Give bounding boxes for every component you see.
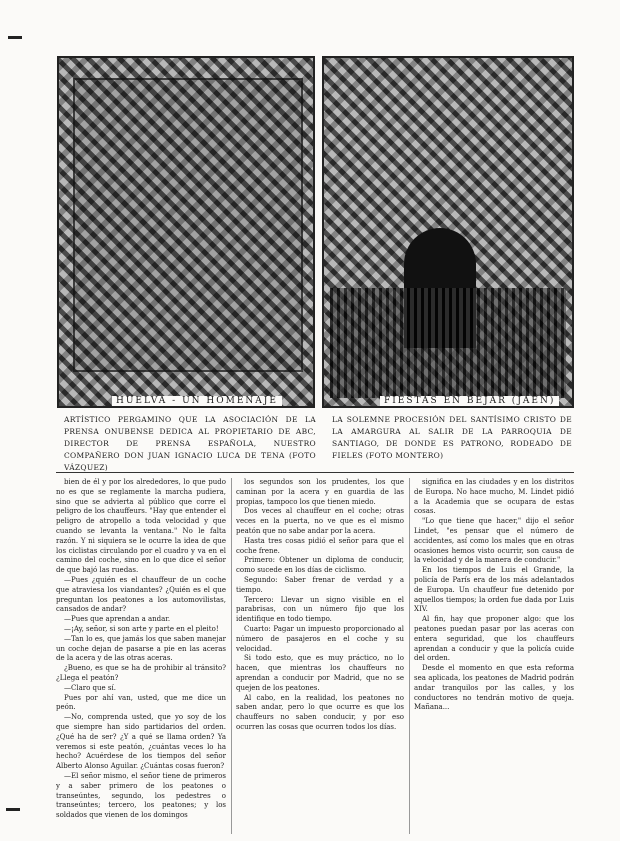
paragraph: —No, comprenda usted, que yo soy de los que siempre han sido partidarios del orden. ¿Qué ha de ser? ¿Y a qué se llama orden? Ya veremos si este peatón, ¿cuántas veces lo ha hecho? Acuérdese de los tiempos del señor Alberto Alonso Aguilar. ¿Cuántas cosas fueron? (56, 713, 226, 771)
paragraph: Desde el momento en que esta reforma sea aplicada, los peatones de Madrid podrán andar tranquilos por las calles, y los conductores no tendrán motivo de queja. Mañana... (414, 664, 574, 712)
photo-homenaje (57, 56, 315, 408)
paragraph: Hasta tres cosas pidió el señor para que el coche frene. (236, 536, 404, 555)
paragraph: Cuarto: Pagar un impuesto proporcionado al número de pasajeros en el coche y su velocidad. (236, 624, 404, 653)
paragraph: Dos veces al chauffeur en el coche; otras veces en la puerta, no ve que es el mismo peatón que no sabe andar por la acera. (236, 507, 404, 535)
paragraph: Tercero: Llevar un signo visible en el parabrisas, con un número fijo que los identifique en todo tiempo. (236, 595, 404, 624)
paragraph: —Claro que sí. (64, 683, 116, 692)
parchment-frame (73, 78, 303, 372)
paragraph: Primero: Obtener un diploma de conducir, como sucede en los días de ciclismo. (236, 556, 404, 575)
paragraph: los segundos son los prudentes, los que caminan por la acera y en guardia de las propias, tampoco los que tienen miedo. (236, 478, 404, 506)
paragraph: En los tiempos de Luis el Grande, la policía de París era de los más adelantados de Europa. Un chauffeur fue detenido por aquellos tiempos; la orden fue dada por Luis XIV. (414, 566, 574, 614)
photo-title-right: FIESTAS EN BÉJAR (JAÉN) (380, 396, 559, 406)
paragraph: —El señor mismo, el señor tiene de primeros y a saber primero de los peatones o transeúntes, segundo, los pedestres o transeúntes; tercero, los peatones; y los soldados que vienen de los domingos (56, 771, 226, 820)
photo-caption-right: LA SOLEMNE PROCESIÓN DEL SANTÍSIMO CRISTO DE LA AMARGURA AL SALIR DE LA PARROQUIA DE SANTIAGO, DE DONDE ES PATRONO, RODEADO DE FIELES (FOTO MONTERO) (332, 415, 572, 460)
article-column-2 (236, 478, 404, 834)
article-column-1 (56, 478, 226, 834)
paragraph: —¡Ay, señor, si son arte y parte en el pleito! (64, 624, 219, 633)
paragraph: Al cabo, en la realidad, los peatones no saben andar, pero lo que ocurre es que los chauffeurs no saben conducir, y por eso ocurren las cosas que ocurren todos los días. (236, 693, 404, 731)
photo-title-left: HUELVA - UN HOMENAJE (112, 396, 282, 406)
column-divider (409, 478, 410, 834)
paragraph: —Pues ¿quién es el chauffeur de un coche que atraviesa los viandantes? ¿Quién es el que preguntan los peatones a los automovilistas, cansados de andar? (56, 575, 226, 614)
paragraph: Al fin, hay que proponer algo: que los peatones puedan pasar por las aceras con entera seguridad, que los chauffeurs aprendan a conducir y que la policía cuide del orden. (414, 615, 574, 663)
photo-caption-left: ARTÍSTICO PERGAMINO QUE LA ASOCIACIÓN DE LA PRENSA ONUBENSE DEDICA AL PROPIETARIO DE ABC, DIRECTOR DE PRENSA ESPAÑOLA, NUESTRO COMPAÑERO DON JUAN IGNACIO LUCA DE TENA (FOTO VÁZQUEZ) (64, 415, 316, 472)
paragraph: Segundo: Saber frenar de verdad y a tiempo. (236, 575, 404, 594)
photo-procesion (322, 56, 574, 408)
paragraph: Si todo esto, que es muy práctico, no lo hacen, que mientras los chauffeurs no aprendan a conducir por Madrid, que no se quejen de los peatones. (236, 654, 404, 692)
paragraph: "Lo que tiene que hacer," dijo el señor Lindet, "es pensar que el número de accidentes, así como los males que en otras ocasiones hemos visto ocurrir, son causa de la velocidad y de la manera de conducir." (414, 517, 574, 565)
article-column-3 (414, 478, 574, 834)
column-divider (231, 478, 232, 834)
crowd (330, 288, 566, 398)
paragraph: bien de él y por los alrededores, lo que pudo no es que se reglamente la marcha pudiera, sino que se advierta al público que corre el peligro de los chauffeurs. "Hay que entender el peligro de atropello a toda velocidad y que cuando se levanta la ventana." No le falta razón. Y ni siquiera se le ocurre la idea de que los ciclistas circulando por el cuadro y va en el camino del coche, sino en lo que dice el señor de que bajó las ruedas. (56, 478, 226, 575)
paragraph: ¿Bueno, es que se ha de prohibir al tránsito? ¿Llega el peatón? (56, 664, 226, 682)
paragraph: significa en las ciudades y en los distritos de Europa. No hace mucho, M. Lindet pidió a la Academia que se ocupara de estas cosas. (414, 478, 574, 516)
paragraph: —Pues que aprendan a andar. (64, 615, 171, 624)
paragraph: —Tan lo es, que jamás los que saben manejar un coche dejan de pasarse a pie en las aceras de la acera y de las otras aceras. (56, 634, 226, 663)
scan-mark (6, 808, 20, 811)
scan-mark (8, 36, 22, 39)
section-rule (56, 472, 574, 473)
paragraph: Pues por ahí van, usted, que me dice un peón. (56, 693, 226, 712)
